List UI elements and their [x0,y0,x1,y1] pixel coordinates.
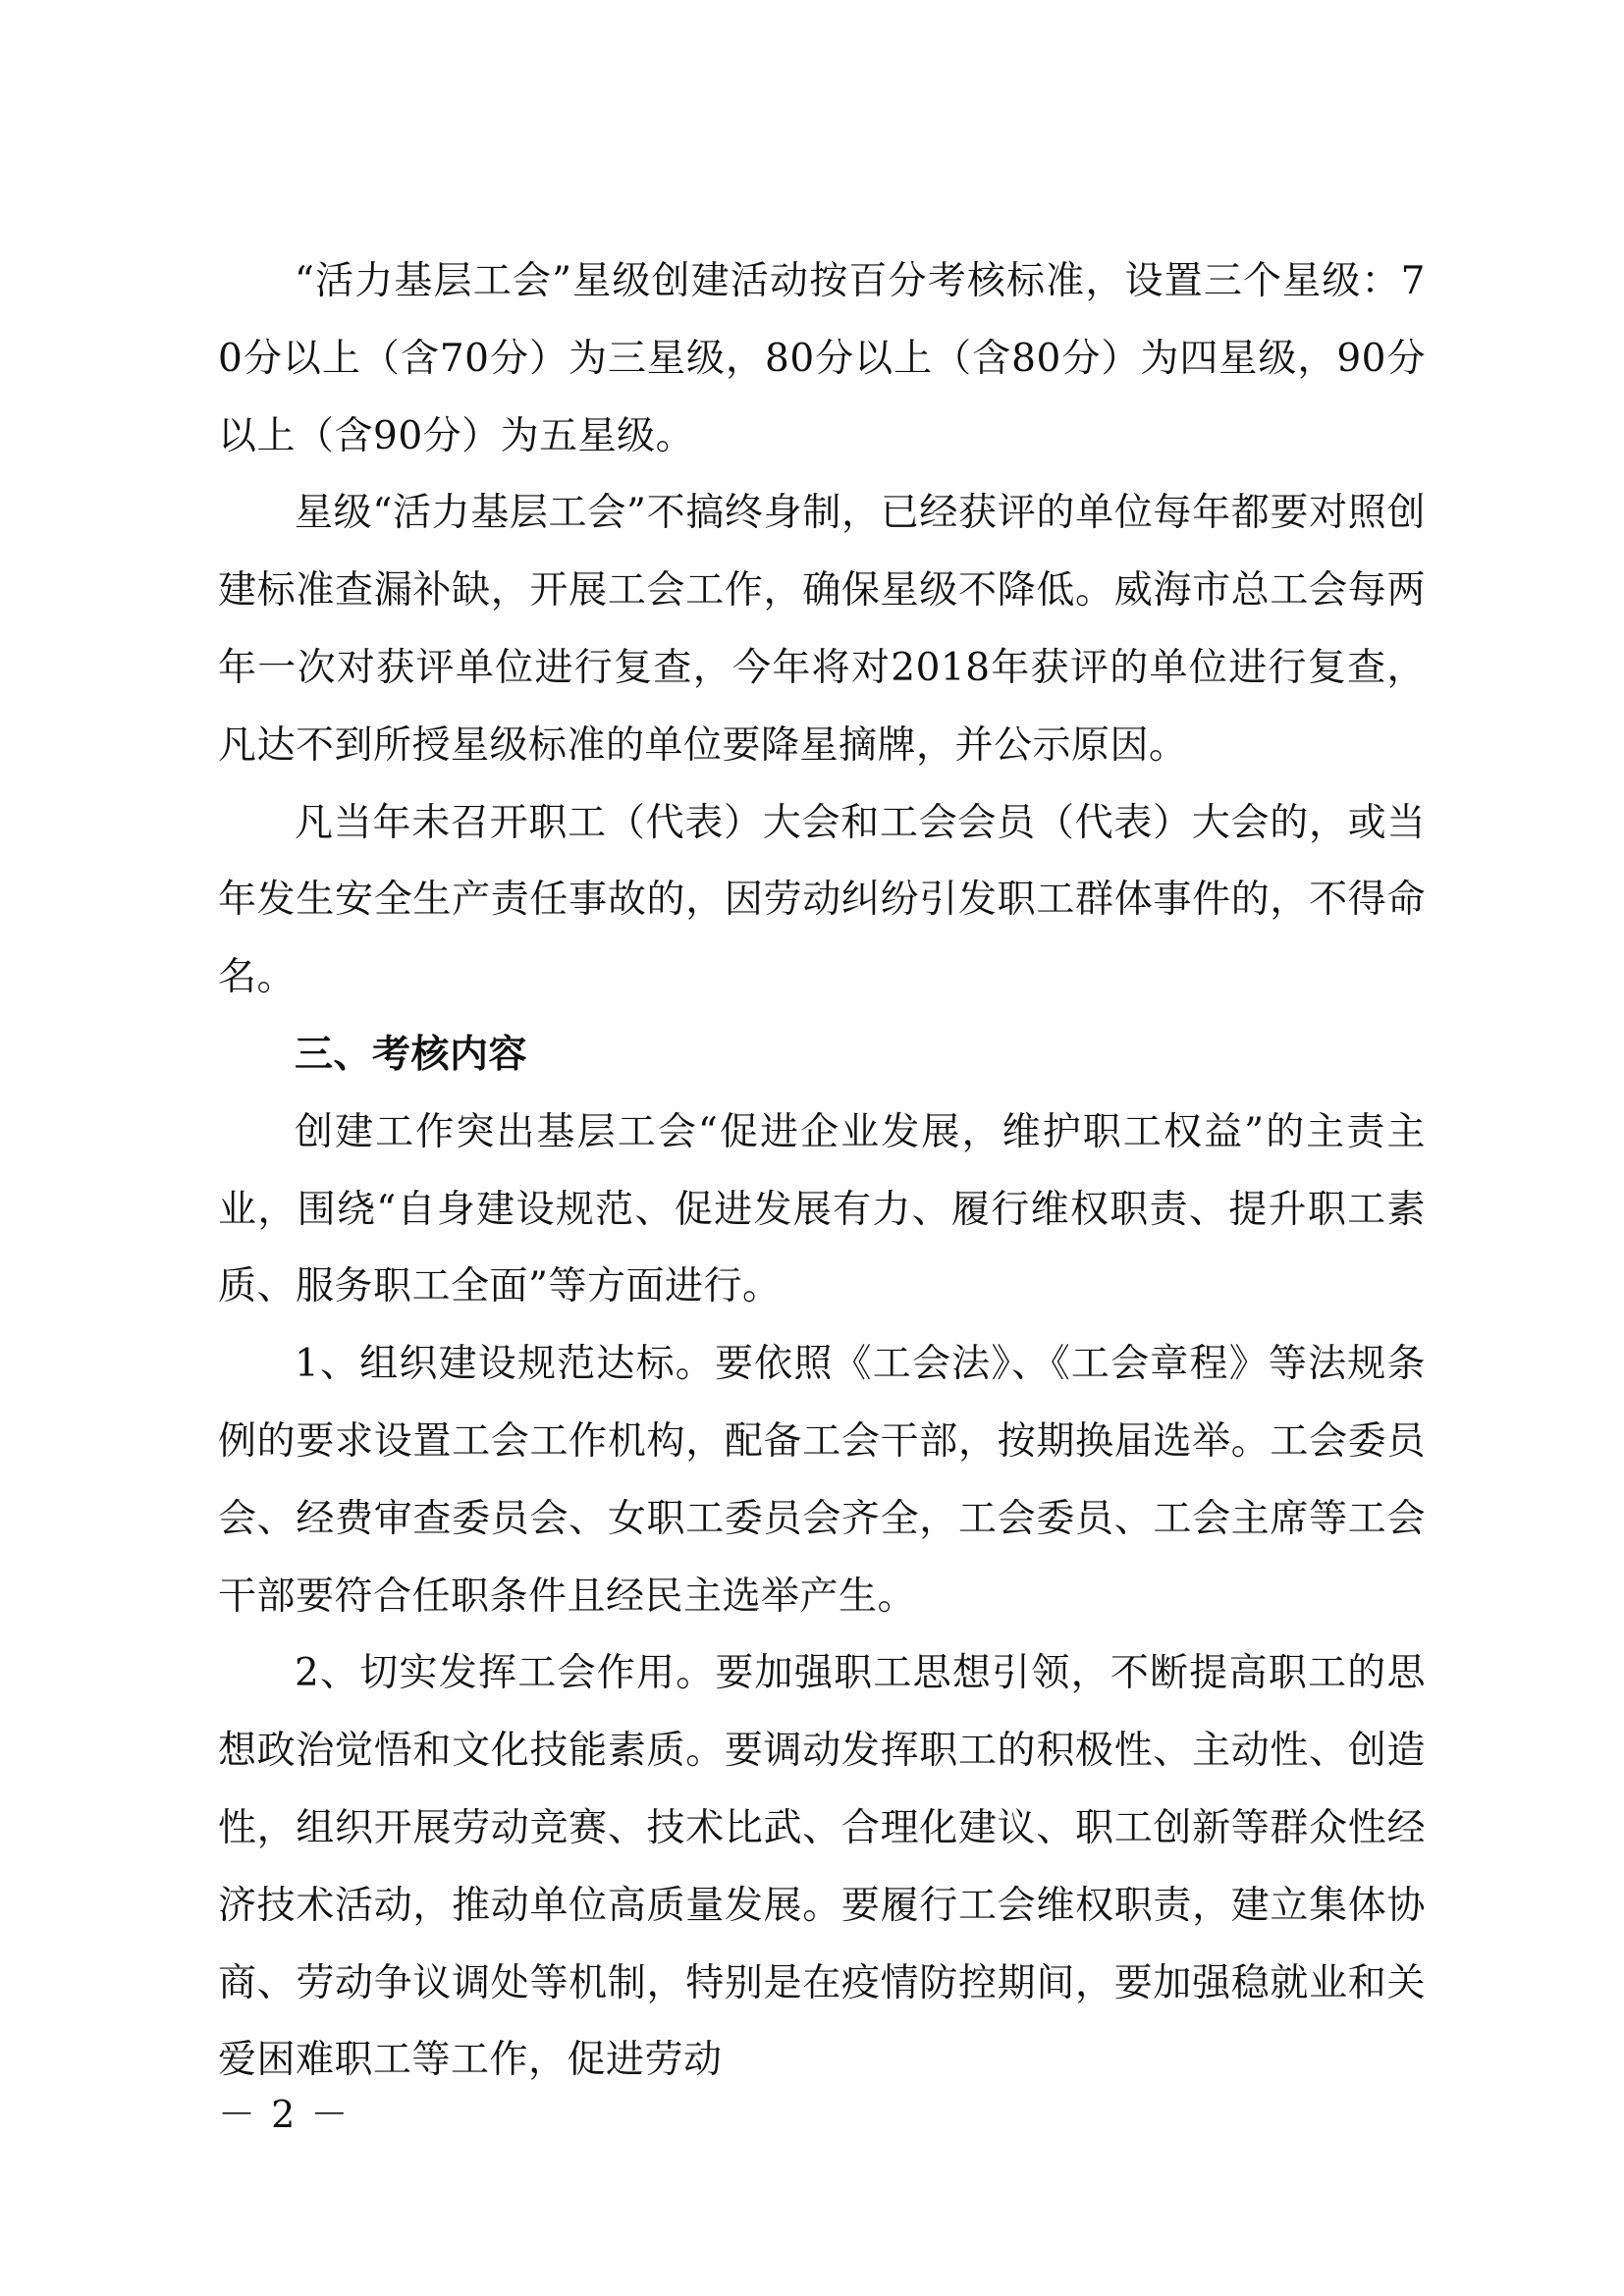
paragraph-organization-standard: 1、组织建设规范达标。要依照《工会法》、《工会章程》等法规条例的要求设置工会工作机构，配备工会干部，按期换届选举。工会委员会、经费审查委员会、女职工委员会齐全，工会委员、工会主席等工会干部要符合任职条件且经民主选举产生。 [218,1342,1426,1619]
document-body [218,243,1426,2100]
paragraph-assessment-intro: 创建工作突出基层工会“促进企业发展，维护职工权益”的主责主业，围绕“自身建设规范、促进发展有力、履行维权职责、提升职工素质、服务职工全面”等方面进行。 [218,1109,1426,1309]
page-number: － 2 － [218,2093,351,2136]
paragraph-disqualification: 凡当年未召开职工（代表）大会和工会会员（代表）大会的，或当年发生安全生产责任事故的，因劳动纠纷引发职工群体事件的，不得命名。 [218,800,1426,1000]
paragraph-star-review: 星级“活力基层工会”不搞终身制，已经获评的单位每年都要对照创建标准查漏补缺，开展工会工作，确保星级不降低。威海市总工会每两年一次对获评单位进行复查，今年将对2018年获评的单位进行复查，凡达不到所授星级标准的单位要降星摘牌，并公示原因。 [218,491,1426,768]
paragraph-star-levels: “活力基层工会”星级创建活动按百分考核标准，设置三个星级：70分以上（含70分）为三星级，80分以上（含80分）为四星级，90分以上（含90分）为五星级。 [218,259,1426,458]
section-heading: 三、考核内容 [295,1032,528,1077]
paragraph-union-role: 2、切实发挥工会作用。要加强职工思想引领，不断提高职工的思想政治觉悟和文化技能素质。要调动发挥职工的积极性、主动性、创造性，组织开展劳动竞赛、技术比武、合理化建议、职工创新等群众性经济技术活动，推动单位高质量发展。要履行工会维权职责，建立集体协商、劳动争议调处等机制，特别是在疫情防控期间，要加强稳就业和关爱困难职工等工作，促进劳动 [218,1651,1426,2083]
